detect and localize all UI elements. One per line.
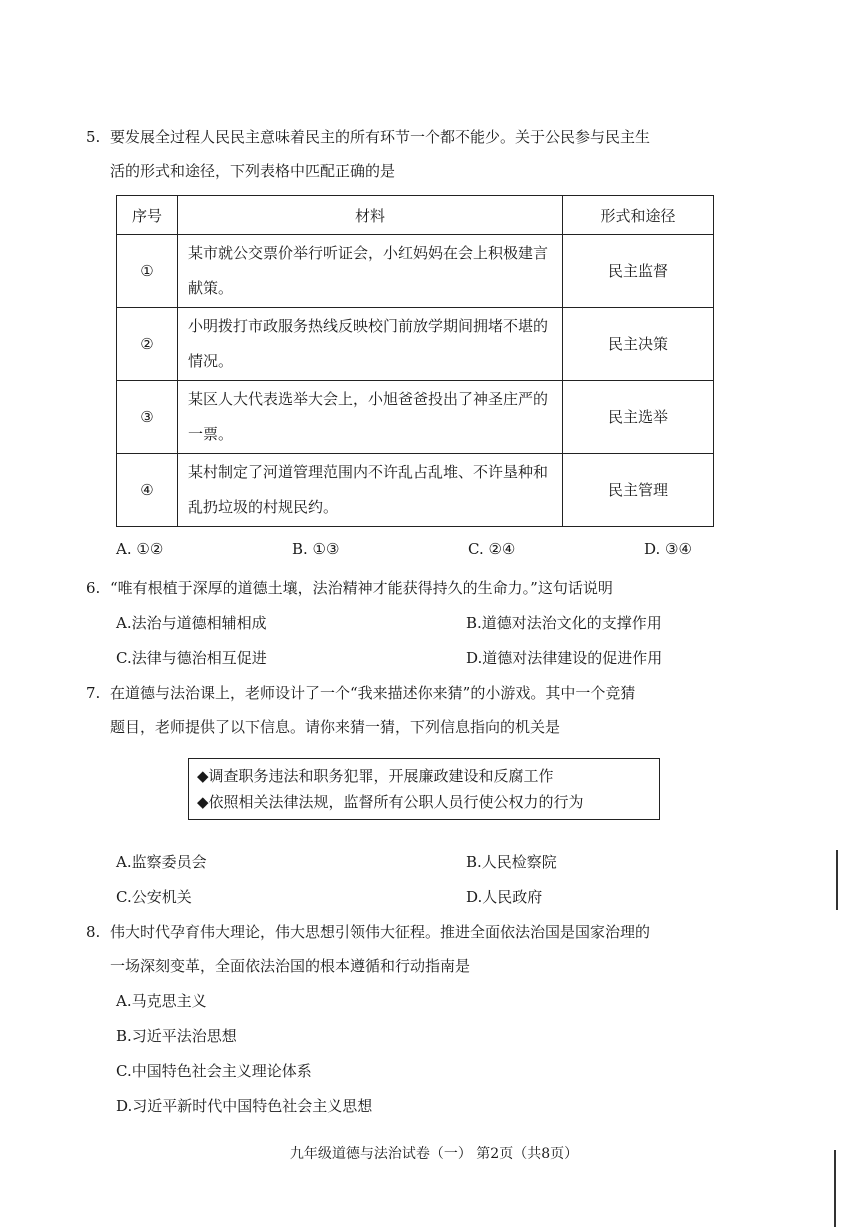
option-d[interactable]: D.习近平新时代中国特色社会主义思想 [116,1097,373,1115]
row-index: ② [117,308,178,381]
info-box [188,758,660,820]
q5-options [116,540,716,564]
row-index: ④ [117,454,178,527]
scan-edge-mark [836,850,838,910]
question-stem-line2: 活的形式和途径，下列表格中匹配正确的是 [110,162,396,180]
row-material: 某区人大代表选举大会上，小旭爸爸投出了神圣庄严的一票。 [178,381,563,454]
question-stem: “唯有根植于深厚的道德土壤，法治精神才能获得持久的生命力。”这句话说明 [110,579,613,597]
question-number: 7. [86,684,101,702]
row-index: ① [117,235,178,308]
option-b[interactable]: B.人民检察院 [466,853,557,871]
option-b[interactable]: B.道德对法治文化的支撑作用 [466,614,662,632]
scan-edge-mark [834,1150,836,1227]
option-d[interactable]: D.人民政府 [466,888,543,906]
table-header-row [117,196,714,235]
row-form: 民主管理 [563,454,714,527]
row-material: 某村制定了河道管理范围内不许乱占乱堆、不许垦种和乱扔垃圾的村规民约。 [178,454,563,527]
table-row [117,454,714,527]
table-row [117,235,714,308]
option-a[interactable]: A.监察委员会 [116,853,207,871]
option-d[interactable]: D. ③④ [644,540,692,558]
table-row [117,308,714,381]
row-index: ③ [117,381,178,454]
header-form: 形式和途径 [563,196,714,235]
question-stem-line1: 要发展全过程人民民主意味着民主的所有环节一个都不能少。关于公民参与民主生 [110,128,651,146]
question-stem-line2: 一场深刻变革，全面依法治国的根本遵循和行动指南是 [110,957,471,975]
option-a[interactable]: A.法治与道德相辅相成 [116,614,267,632]
option-d[interactable]: D.道德对法律建设的促进作用 [466,649,663,667]
option-b[interactable]: B.习近平法治思想 [116,1027,237,1045]
question-number: 6. [86,579,101,597]
question-number: 5. [86,128,101,146]
option-c[interactable]: C. ②④ [468,540,516,558]
row-form: 民主决策 [563,308,714,381]
info-line: ◆调查职务违法和职务犯罪，开展廉政建设和反腐工作 [197,767,554,785]
page-footer: 九年级道德与法治试卷（一） 第2页（共8页） [289,1146,579,1162]
info-line: ◆依照相关法律法规，监督所有公职人员行使公权力的行为 [197,793,584,811]
option-b[interactable]: B. ①③ [292,540,340,558]
header-material: 材料 [178,196,563,235]
option-c[interactable]: C.中国特色社会主义理论体系 [116,1062,312,1080]
question-5 [86,120,766,188]
option-a[interactable]: A.马克思主义 [116,992,207,1010]
option-a[interactable]: A. ①② [116,540,164,558]
row-form: 民主监督 [563,235,714,308]
question-stem-line1: 伟大时代孕育伟大理论，伟大思想引领伟大征程。推进全面依法治国是国家治理的 [110,923,651,941]
question-stem-line2: 题目，老师提供了以下信息。请你来猜一猜，下列信息指向的机关是 [110,718,561,736]
row-material: 小明拨打市政服务热线反映校门前放学期间拥堵不堪的情况。 [178,308,563,381]
question-number: 8. [86,923,101,941]
question-7 [86,676,766,744]
question-6 [86,571,766,605]
option-c[interactable]: C.法律与德治相互促进 [116,649,267,667]
row-material: 某市就公交票价举行听证会，小红妈妈在会上积极建言献策。 [178,235,563,308]
header-index: 序号 [117,196,178,235]
matching-table [116,195,714,527]
option-c[interactable]: C.公安机关 [116,888,192,906]
table-row [117,381,714,454]
row-form: 民主选举 [563,381,714,454]
question-stem-line1: 在道德与法治课上，老师设计了一个“我来描述你来猜”的小游戏。其中一个竞猜 [110,684,636,702]
question-8 [86,915,766,983]
